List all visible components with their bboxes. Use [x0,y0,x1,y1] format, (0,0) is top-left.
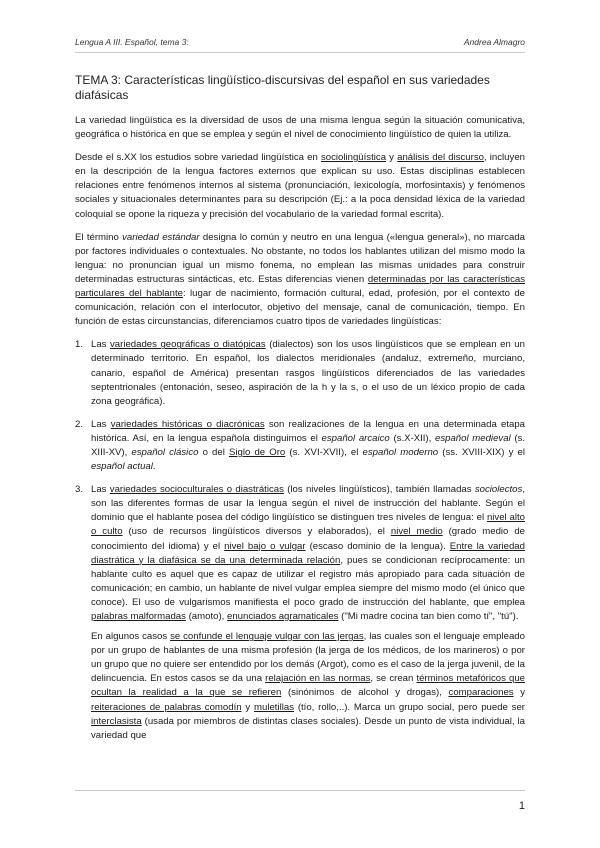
term-variedad-estandar: variedad estándar [122,231,200,243]
list-item: 3. Las variedades socioculturales o diastráticas (los niveles lingüísticos), también llamadas sociolectos, son las diferentes formas de usar la lengua según el nivel de instrucción del hablante. Según el dominio que el hablante posea del código lingüístico se distinguen tres niveles de lengua: el nivel alto o culto (uso de recursos lingüísticos diversos y elaborados), el nivel medio (grado medio de conocimiento del idioma) y el nivel bajo o vulgar (escaso dominio de la lengua). Entre la variedad diastrática y la diafásica se da una determinada relación, pues se condicionan recíprocamente: un hablante culto es aquel que es capaz de utilizar el registro más apropiado para cada situación de comunicación; en cambio, un hablante de nivel vulgar emplea siempre del mismo modo (el único que conoce). El uso de vulgarismos manifiesta el poco grado de instrucción del hablante, que emplea palabras malformadas (amoto), enunciados agramaticales ("Mi madre cocina tan bien como tí", "tú"). [75,484,525,622]
term-siglo-de-oro: Siglo de Oro [228,446,286,458]
term-sociolinguistica: sociolingüística [320,152,387,164]
term-diatopicas: variedades geográficas o diatópicas [110,339,266,351]
list-item: 1. Las variedades geográficas o diatópicas (dialectos) son los usos lingüísticos que se emplean en un determinado territorio. En español, los dialectos meridionales (andaluz, extremeño, murciano, canario, español de América) presentan rasgos lingüísticos diferenciados de las variedades septentrionales (entonación, seseo, aspiración de la h y la s, o el uso de un léxico propio de cada zona geográfica). [75,339,525,407]
footer-divider [75,790,525,791]
term-analisis-discurso: análisis del discurso [397,152,484,164]
term-diacronicas: variedades históricas o diacrónicas [110,418,265,430]
header-right: Andrea Almagro [463,37,525,47]
paragraph-standard: El término variedad estándar designa lo común y neutro en una lengua («lengua general»), no marcada por factores individuales o contextuales. No obstante, no todos los hablantes utilizan del mismo modo la lengua: no pronuncian igual un mismo fonema, no emplean las mismas unidades para construir determinadas estructuras sintácticas, etc. Estas diferencias vienen determinadas por las características particulares del hablante: lugar de nacimiento, formación cultural, edad, profesión, por el contexto de comunicación, relación con el interlocutor, objetivo del mensaje, canal de comunicación, tiempo. En función de estas circunstancias, diferenciamos cuatro tipos de variedades lingüísticas: [75,231,525,328]
page-header [75,37,525,51]
header-divider [75,52,525,53]
term-determinadas: determinadas por las características particulares del hablante [75,273,525,300]
term-diastraticas: variedades socioculturales o diastráticas [109,484,284,496]
paragraph-intro: La variedad lingüística es la diversidad de usos de una misma lengua según la situación comunicativa, geográfica o histórica en que se emplea y según el nivel de conocimiento lingüístico de quien la utiliza. [75,115,525,141]
page-title: TEMA 3: Características lingüístico-discursivas del español en sus variedades diafásicas [75,73,490,102]
document-body [75,73,525,752]
page-number: 1 [518,800,525,812]
list-item: 2. Las variedades históricas o diacrónicas son realizaciones de la lengua en una determinada etapa histórica. Así, en la lengua española distinguimos el español arcaico (s.X-XII), español medieval (s. XIII-XV), español clásico o del Siglo de Oro (s. XVI-XVII), el español moderno (ss. XVIII-XIX) y el español actual. [75,418,526,473]
variety-list [75,338,525,624]
header-left: Lengua A III. Español, tema 3: [75,37,189,47]
paragraph-jergas: En algunos casos se confunde el lenguaje vulgar con las jergas, las cuales son el lenguaje empleado por un grupo de hablantes de una misma profesión (la jerga de los médicos, de los marineros) o por un grupo que no quiere ser entendido por los demás (Argot), como es el caso de la jerga juvenil, de la delincuencia. En estos casos se da una relajación en las normas, se crean términos metafóricos que ocultan la realidad a la que se refieren (sinónimos de alcohol y drogas), comparaciones y reiteraciones de palabras comodín y muletillas (tío, rollo,..). Marca un grupo social, pero puede ser interclasista (usada por miembros de distintas clases sociales). Desde un punto de vista individual, la variedad que [91,631,526,741]
paragraph-studies: Desde el s.XX los estudios sobre variedad lingüística en sociolingüística y análisis del discurso, incluyen en la descripción de la lengua factores externos que explican su uso. Estas disciplinas establecen relaciones entre fenómenos internos al sistema (pronunciación, lexicología, morfosintaxis) y fenómenos sociales y situacionales determinantes para su descripción (Ej.: a la poca densidad léxica de la variedad coloquial se opone la riqueza y precisión del vocabulario de la variedad formal escrita). [75,152,525,220]
